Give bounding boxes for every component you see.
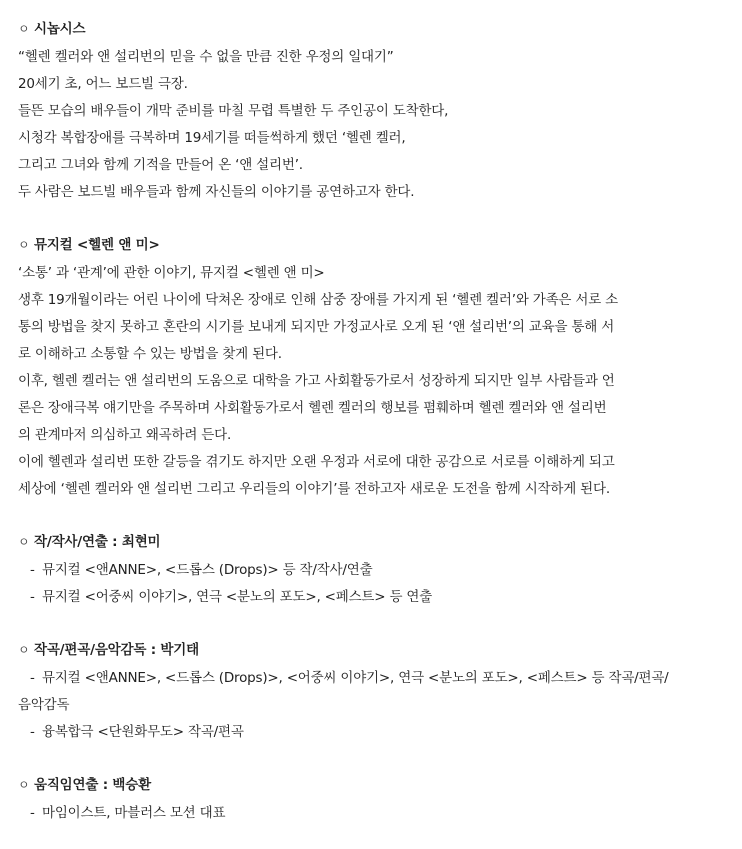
list-item: - 융복합극 <단원화무도> 작곡/편곡 (18, 719, 728, 746)
musical-intro: ‘소통’ 과 ‘관계’에 관한 이야기, 뮤지컬 <헬렌 앤 미> (18, 265, 325, 281)
spacer (18, 746, 728, 770)
synopsis-line: “헬렌 켈러와 앤 설리번의 믿을 수 없을 만큼 진한 우정의 일대기” (18, 49, 394, 65)
dash-marker: - (30, 562, 35, 578)
list-item: - 뮤지컬 <앤ANNE>, <드롭스 (Drops)>, <어중씨 이야기>, 연극 <분노의 포도>, <페스트> 등 작곡/편곡/ (18, 665, 728, 692)
synopsis-line: 그리고 그녀와 함께 기적을 만들어 온 ‘앤 설리번’. (18, 157, 303, 173)
dash-marker: - (30, 589, 35, 605)
section-heading-movement: ㅇ 움직임연출 : 백승환 (18, 770, 728, 800)
ring-bullet-icon: ㅇ (18, 535, 30, 549)
list-item: - 뮤지컬 <앤ANNE>, <드롭스 (Drops)> 등 작/작사/연출 (18, 557, 728, 584)
ring-bullet-icon: ㅇ (18, 238, 30, 252)
ring-bullet-icon: ㅇ (18, 643, 30, 657)
synopsis-line: 들뜬 모습의 배우들이 개막 준비를 마칠 무렵 특별한 두 주인공이 도착한다, (18, 103, 449, 119)
musical-para3-line: 세상에 ‘헬렌 켈러와 앤 설리번 그리고 우리들의 이야기’를 전하고자 새로운 도전을 함께 시작하게 된다. (18, 481, 610, 497)
musical-para1-line: 통의 방법을 찾지 못하고 혼란의 시기를 보내게 되지만 가정교사로 오게 된 ‘앤 설리번’의 교육을 통해 서 (18, 319, 615, 335)
list-item: - 마임이스트, 마블러스 모션 대표 (18, 800, 728, 827)
ring-bullet-icon: ㅇ (18, 778, 30, 792)
dash-marker: - (30, 724, 35, 740)
section-heading-composer: ㅇ 작곡/편곡/음악감독 : 박기태 (18, 635, 728, 665)
musical-para1-line: 생후 19개월이라는 어린 나이에 닥쳐온 장애로 인해 삼중 장애를 가지게 된 ‘헬렌 켈러’와 가족은 서로 소 (18, 292, 618, 308)
musical-para3-line: 이에 헬렌과 설리번 또한 갈등을 겪기도 하지만 오랜 우정과 서로에 대한 공감으로 서로를 이해하게 되고 (18, 454, 615, 470)
dash-marker: - (30, 670, 35, 686)
synopsis-line: 20세기 초, 어느 보드빌 극장. (18, 76, 188, 92)
synopsis-line: 두 사람은 보드빌 배우들과 함께 자신들의 이야기를 공연하고자 한다. (18, 184, 415, 200)
list-item-continuation: 음악감독 (18, 697, 70, 713)
musical-para1-line: 로 이해하고 소통할 수 있는 방법을 찾게 된다. (18, 346, 282, 362)
musical-para2-line: 론은 장애극복 얘기만을 주목하며 사회활동가로서 헬렌 켈러의 행보를 폄훼하며 헬렌 켈러와 앤 설리번 (18, 400, 607, 416)
ring-bullet-icon: ㅇ (18, 22, 30, 36)
musical-para2-line: 의 관계마저 의심하고 왜곡하려 든다. (18, 427, 232, 443)
spacer (18, 503, 728, 527)
spacer (18, 611, 728, 635)
section-heading-synopsis: ㅇ 시놉시스 (18, 14, 728, 44)
list-item: - 뮤지컬 <어중씨 이야기>, 연극 <분노의 포도>, <페스트> 등 연출 (18, 584, 728, 611)
musical-para2-line: 이후, 헬렌 켈러는 앤 설리번의 도움으로 대학을 가고 사회활동가로서 성장하게 되지만 일부 사람들과 언 (18, 373, 615, 389)
dash-marker: - (30, 805, 35, 821)
section-heading-writer: ㅇ 작/작사/연출 : 최현미 (18, 527, 728, 557)
synopsis-line: 시청각 복합장애를 극복하며 19세기를 떠들썩하게 했던 ‘헬렌 켈러, (18, 130, 406, 146)
section-heading-musical: ㅇ 뮤지컬 <헬렌 앤 미> (18, 230, 728, 260)
spacer (18, 206, 728, 230)
